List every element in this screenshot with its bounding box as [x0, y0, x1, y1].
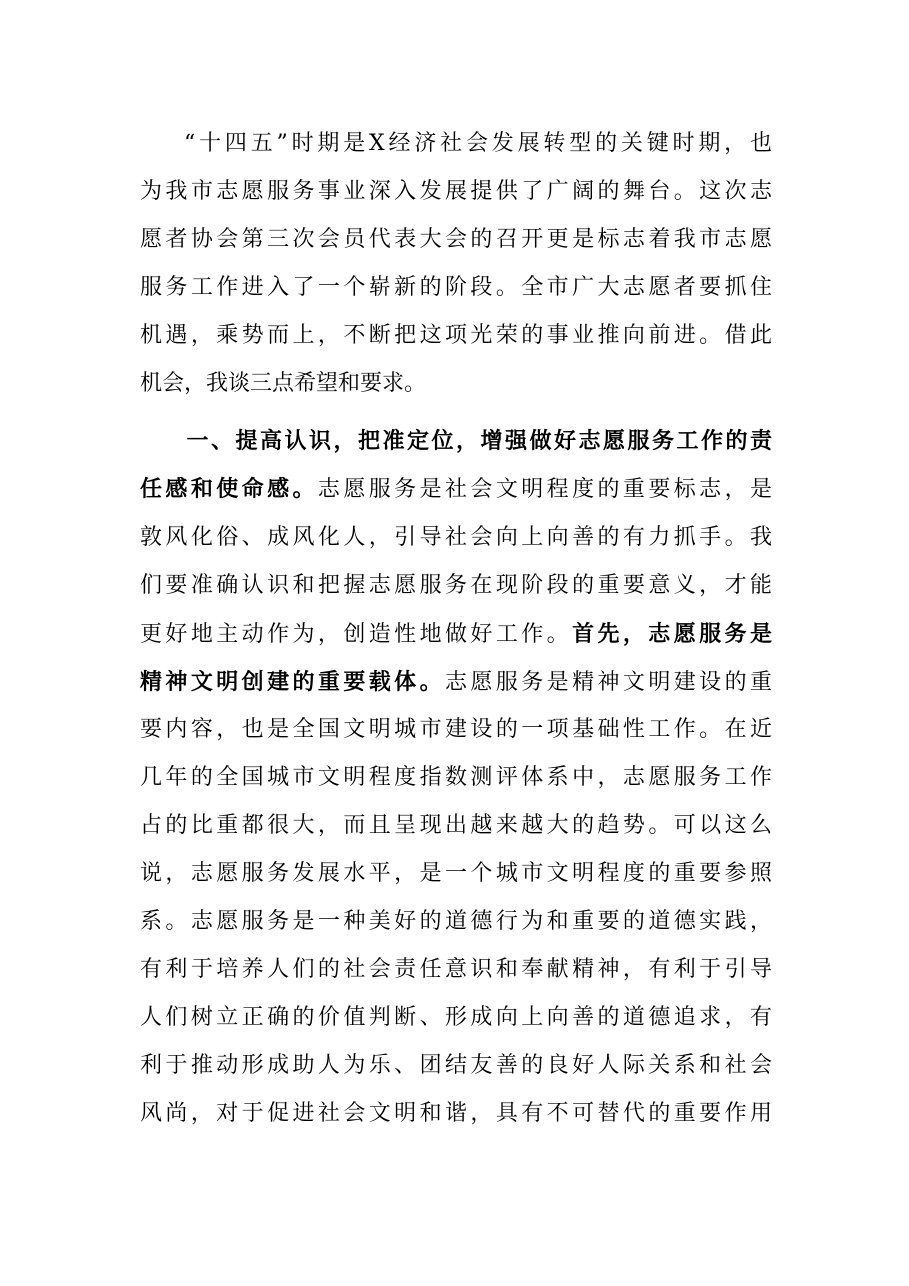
paragraph-line: 为我市志愿服务事业深入发展提供了广阔的舞台。这次志 — [140, 179, 772, 204]
paragraph-line: 风尚，对于促进社会文明和谐，具有不可替代的重要作用 — [140, 1101, 772, 1126]
paragraph-line: 要内容，也是全国文明城市建设的一项基础性工作。在近 — [140, 717, 772, 742]
paragraph-line: 精神文明创建的重要载体。志愿服务是精神文明建设的重 — [140, 669, 772, 695]
paragraph-line: 系。志愿服务是一种美好的道德行为和重要的道德实践， — [140, 909, 772, 934]
paragraph-line: 几年的全国城市文明程度指数测评体系中，志愿服务工作 — [140, 765, 772, 790]
intro-paragraph — [140, 120, 772, 408]
section-heading: 一、提高认识，把准定位，增强做好志愿服务工作的责 — [184, 429, 772, 454]
paragraph-line: 说，志愿服务发展水平，是一个城市文明程度的重要参照 — [140, 861, 772, 886]
paragraph-line: 机遇，乘势而上，不断把这项光荣的事业推向前进。借此 — [140, 323, 772, 348]
paragraph-line: 任感和使命感。志愿服务是社会文明程度的重要标志，是 — [140, 477, 772, 502]
paragraph-line: 利于推动形成助人为乐、团结友善的良好人际关系和社会 — [140, 1053, 772, 1078]
paragraph-line: 机会，我谈三点希望和要求。 — [140, 371, 427, 396]
emphasis-text: 首先，志愿服务是 — [572, 621, 772, 647]
emphasis-text: 精神文明创建的重要载体。 — [140, 669, 445, 695]
section-heading-line — [140, 418, 772, 466]
paragraph-line: 占的比重都很大，而且呈现出越来越大的趋势。可以这么 — [140, 813, 772, 838]
section-one-paragraph — [140, 418, 772, 1138]
paragraph-line: 敦风化俗、成风化人，引导社会向上向善的有力抓手。我 — [140, 525, 772, 550]
paragraph-line: 服务工作进入了一个崭新的阶段。全市广大志愿者要抓住 — [140, 275, 772, 300]
paragraph-line: “十四五”时期是X经济社会发展转型的关键时期，也 — [184, 131, 772, 156]
paragraph-line: 有利于培养人们的社会责任意识和奉献精神，有利于引导 — [140, 957, 772, 982]
paragraph-line: 们要准确认识和把握志愿服务在现阶段的重要意义，才能 — [140, 573, 772, 598]
section-heading-end: 任感和使命感。 — [140, 477, 318, 502]
paragraph-line: 人们树立正确的价值判断、形成向上向善的道德追求，有 — [140, 1005, 772, 1030]
paragraph-line: 更好地主动作为，创造性地做好工作。首先，志愿服务是 — [140, 621, 772, 647]
paragraph-line: 愿者协会第三次会员代表大会的召开更是标志着我市志愿 — [140, 227, 772, 252]
